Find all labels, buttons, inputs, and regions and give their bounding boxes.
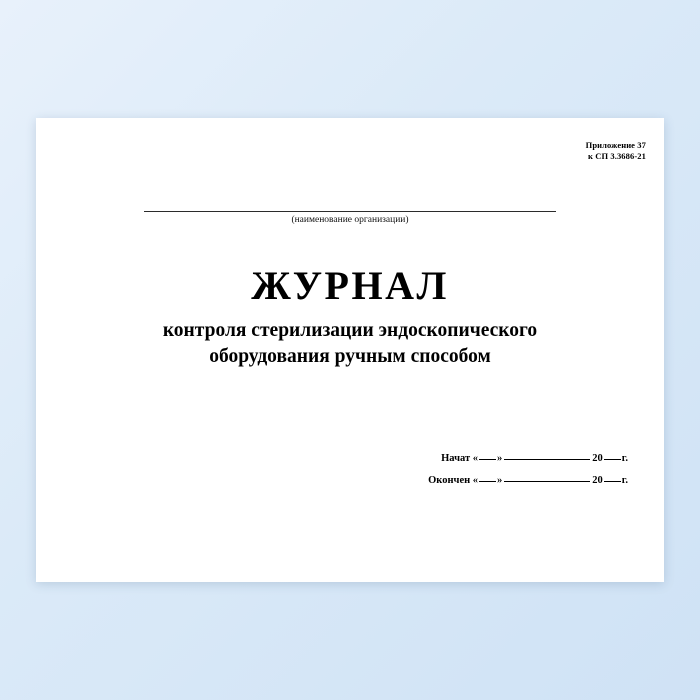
page-title: ЖУРНАЛ [251,263,449,308]
start-date-row [428,448,628,470]
organization-fill-line [144,210,556,212]
end-quote-open: « [472,475,479,487]
document-sheet [36,118,664,582]
start-year-prefix: 20 [592,453,603,464]
appendix-number: Приложение 37 [585,140,646,150]
start-month-blank [504,459,590,460]
start-year-suffix: г. [621,453,628,464]
end-day-blank [479,481,496,482]
appendix-regulation: к СП 3.3686-21 [587,151,646,162]
start-quote-close: » [497,453,503,464]
page-subtitle-line1: контроля стерилизации эндоскопического [162,320,538,341]
end-date-row [428,470,628,492]
end-year-prefix: 20 [592,475,603,487]
date-block [428,448,628,492]
start-quote-open: « [472,453,479,464]
start-year-blank [604,459,621,460]
organization-caption: (наименование организации) [291,215,409,225]
end-year-blank [604,481,621,482]
end-date-label: Окончен [428,475,471,487]
end-year-suffix: г. [621,475,628,487]
page-subtitle [36,318,664,371]
document-content [36,118,664,582]
start-day-blank [479,459,496,460]
end-quote-close: » [497,475,503,487]
start-date-label: Начат [441,453,471,464]
organization-block [36,210,664,225]
page-subtitle-line2: оборудования ручным способом [209,346,491,368]
end-month-blank [504,481,590,482]
appendix-reference [586,140,646,163]
